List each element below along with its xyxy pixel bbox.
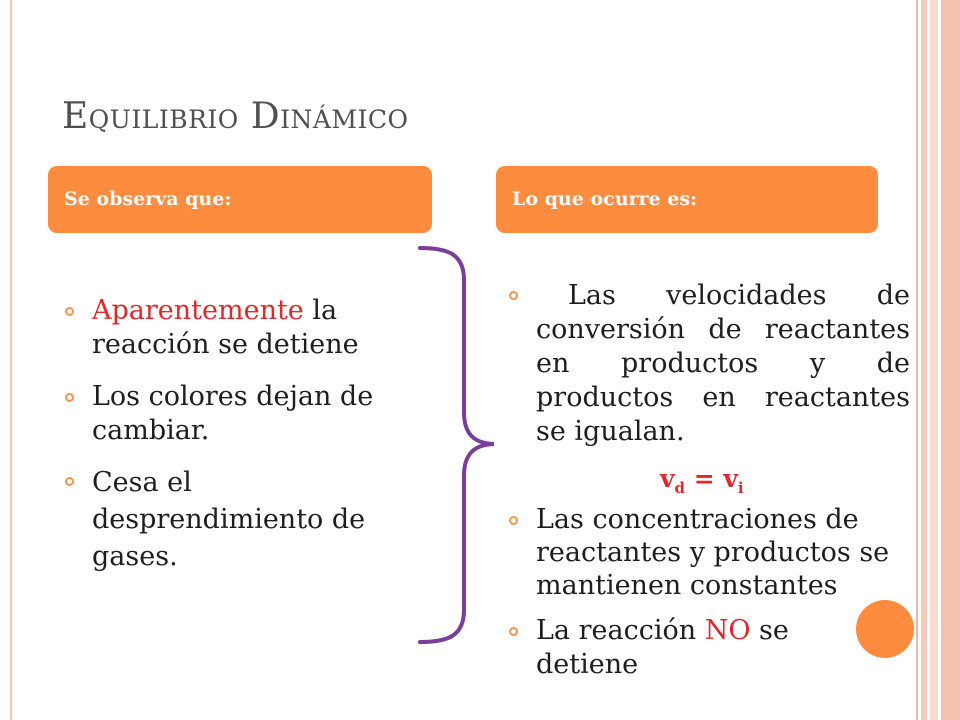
word: en [702,382,736,413]
subscript: i [737,479,744,497]
right-item-1-line4 [536,381,910,415]
right-item-2 [536,503,889,602]
right-item-3-line2: detiene [536,649,639,680]
right-item-1-line5: se igualan. [536,416,685,447]
bullet-icon [509,627,518,636]
left-item-3-line3: gases. [92,541,178,572]
right-panel-header [496,166,878,233]
word: Las [568,280,616,311]
subscript: d [674,479,686,497]
word: de [708,314,742,345]
symbol: v [660,464,675,493]
title-initial-1: E [62,96,89,137]
right-item-1-line2 [536,313,910,347]
decor-stripe [930,0,938,720]
bullet-icon [509,291,518,300]
left-item-3-line1: Cesa el [92,467,192,498]
word: velocidades [666,280,827,311]
word: conversión [536,314,686,345]
right-item-2-line1: Las concentraciones de [536,504,859,535]
decor-stripe [916,0,918,720]
decor-stripe [921,0,927,720]
word: reactantes [764,314,910,345]
right-item-3-line1 [536,614,789,648]
right-item-1-line3 [536,347,910,381]
right-header-label: Lo que ocurre es: [512,187,698,210]
bullet-icon [65,393,74,402]
word: reactantes [764,382,910,413]
decor-circle [856,600,914,658]
left-item-1-line1 [92,294,359,328]
word: productos [536,382,674,413]
bullet-icon [65,307,74,316]
left-item-2-line2: cambiar. [92,415,210,446]
word: de [876,348,910,379]
bullet-icon [65,477,74,486]
left-item-2-line1: Los colores dejan de [92,381,374,412]
curly-brace-icon [414,240,494,650]
symbol: v [723,464,738,493]
word: de [876,280,910,311]
text-span: la [303,295,338,326]
right-item-3 [536,614,789,682]
title-word-1: quilibrio [88,96,251,137]
left-panel-header [48,166,432,233]
right-item-2-line3: mantienen constantes [536,570,838,601]
left-item-1-line2: reacción se detiene [92,329,359,360]
word: en [536,348,570,379]
word: y [809,348,826,379]
right-item-1-line1 [536,279,910,313]
title-initial-2: D [250,96,281,137]
left-item-2 [92,380,373,448]
word: productos [621,348,759,379]
text-span: se [750,615,789,646]
slide-frame-line [10,0,12,720]
left-header-label: Se observa que: [64,187,232,210]
right-item-1 [536,279,910,449]
highlight-word: NO [704,615,751,646]
text-span: La reacción [536,615,705,646]
right-item-2-line2: reactantes y productos se [536,537,890,568]
left-item-1 [92,294,359,362]
highlight-word: Aparentemente [92,295,304,326]
velocity-equation [660,464,744,497]
slide-title [62,96,409,137]
left-item-3-line2: desprendimiento de [92,504,366,535]
left-item-3 [92,464,365,575]
title-word-2: inámico [280,96,409,137]
equals-sign: = [685,464,724,493]
bullet-icon [509,516,518,525]
decor-stripe [941,0,960,720]
